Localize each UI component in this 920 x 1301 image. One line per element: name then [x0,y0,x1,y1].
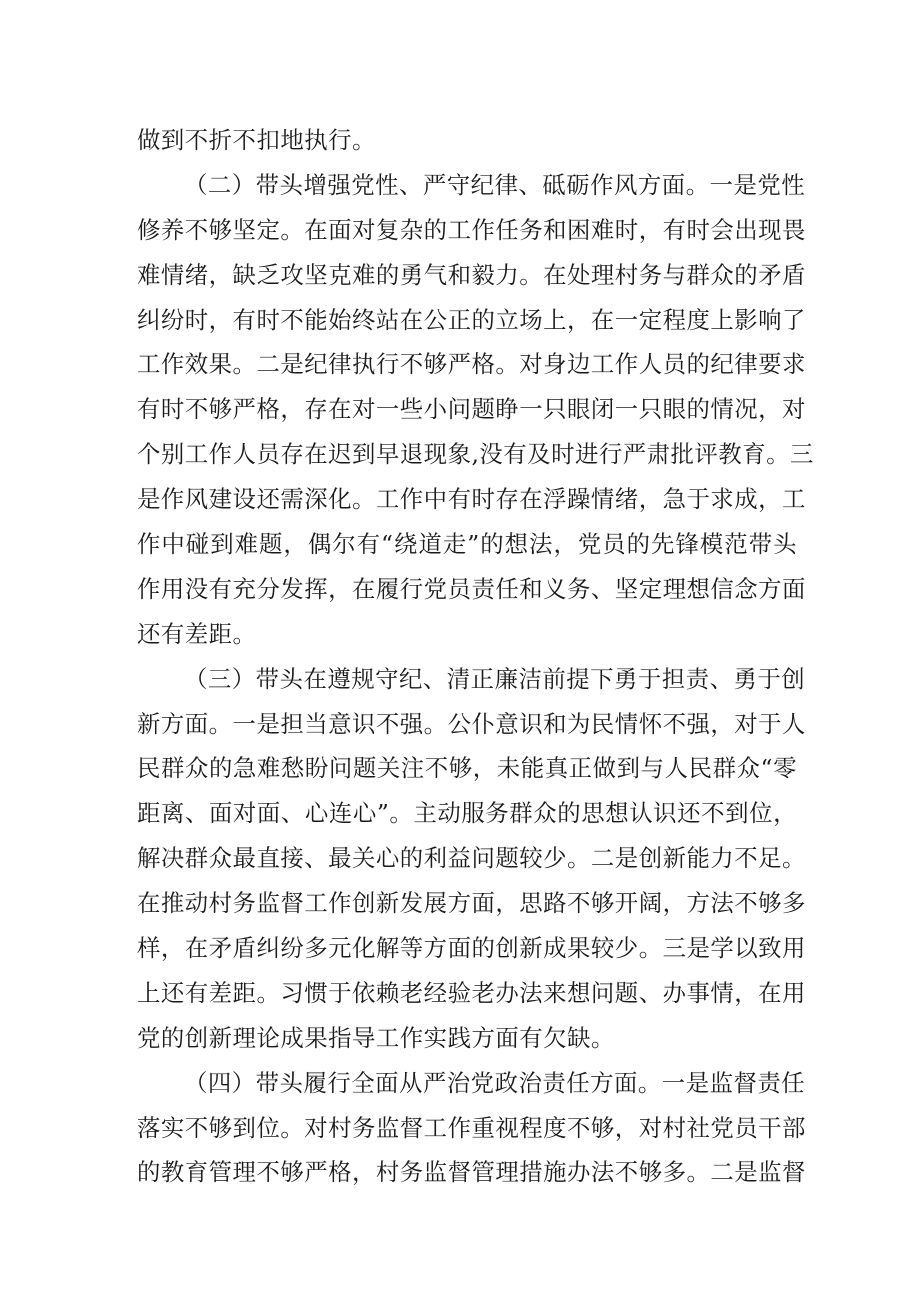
text-line: 在推动村务监督工作创新发展方面，思路不够开阔，方法不够多 [137,889,806,918]
text-line: 作用没有充分发挥，在履行党员责任和义务、坚定理想信念方面 [137,574,806,603]
text-line: 个别工作人员存在迟到早退现象,没有及时进行严肃批评教育。三 [137,440,814,469]
paragraph-2-heading-line: （二）带头增强党性、严守纪律、砥砺作风方面。一是党性 [184,170,806,199]
text-line: 做到不折不扣地执行。 [137,126,376,154]
text-line: 民群众的急难愁盼问题关注不够，未能真正做到与人民群众“零 [137,754,797,783]
text-line: 的教育管理不够严格，村务监督管理措施办法不够多。二是监督 [137,1158,806,1187]
text-line: 解决群众最直接、最关心的利益问题较少。二是创新能力不足。 [137,844,806,873]
text-line: 修养不够坚定。在面对复杂的工作任务和困难时，有时会出现畏 [137,215,806,244]
text-line: 党的创新理论成果指导工作实践方面有欠缺。 [137,1023,615,1052]
text-line: 纠纷时，有时不能始终站在公正的立场上，在一定程度上影响了 [137,305,806,334]
text-line: 上还有差距。习惯于依赖老经验老办法来想问题、办事情，在用 [137,978,806,1007]
text-line: 难情绪，缺乏攻坚克难的勇气和毅力。在处理村务与群众的矛盾 [137,260,806,289]
text-line: 样，在矛盾纠纷多元化解等方面的创新成果较少。三是学以致用 [137,934,806,963]
text-line: 新方面。一是担当意识不强。公仆意识和为民情怀不强，对于人 [137,709,806,738]
text-line: 有时不够严格，存在对一些小问题睁一只眼闭一只眼的情况，对 [137,395,806,424]
text-line: 距离、面对面、心连心”。主动服务群众的思想认识还不到位， [137,799,797,828]
body-text [137,118,814,1195]
text-line: 工作效果。二是纪律执行不够严格。对身边工作人员的纪律要求 [137,350,806,379]
paragraph-3-heading-line: （三）带头在遵规守纪、清正廉洁前提下勇于担责、勇于创 [184,664,806,693]
text-line: 作中碰到难题，偶尔有“绕道走”的想法，党员的先锋模范带头 [137,530,797,559]
text-line: 还有差距。 [137,619,257,648]
text-line: 是作风建设还需深化。工作中有时存在浮躁情绪，急于求成，工 [137,485,806,514]
paragraph-4-heading-line: （四）带头履行全面从严治党政治责任方面。一是监督责任 [184,1068,806,1097]
text-line: 落实不够到位。对村务监督工作重视程度不够，对村社党员干部 [137,1113,806,1142]
